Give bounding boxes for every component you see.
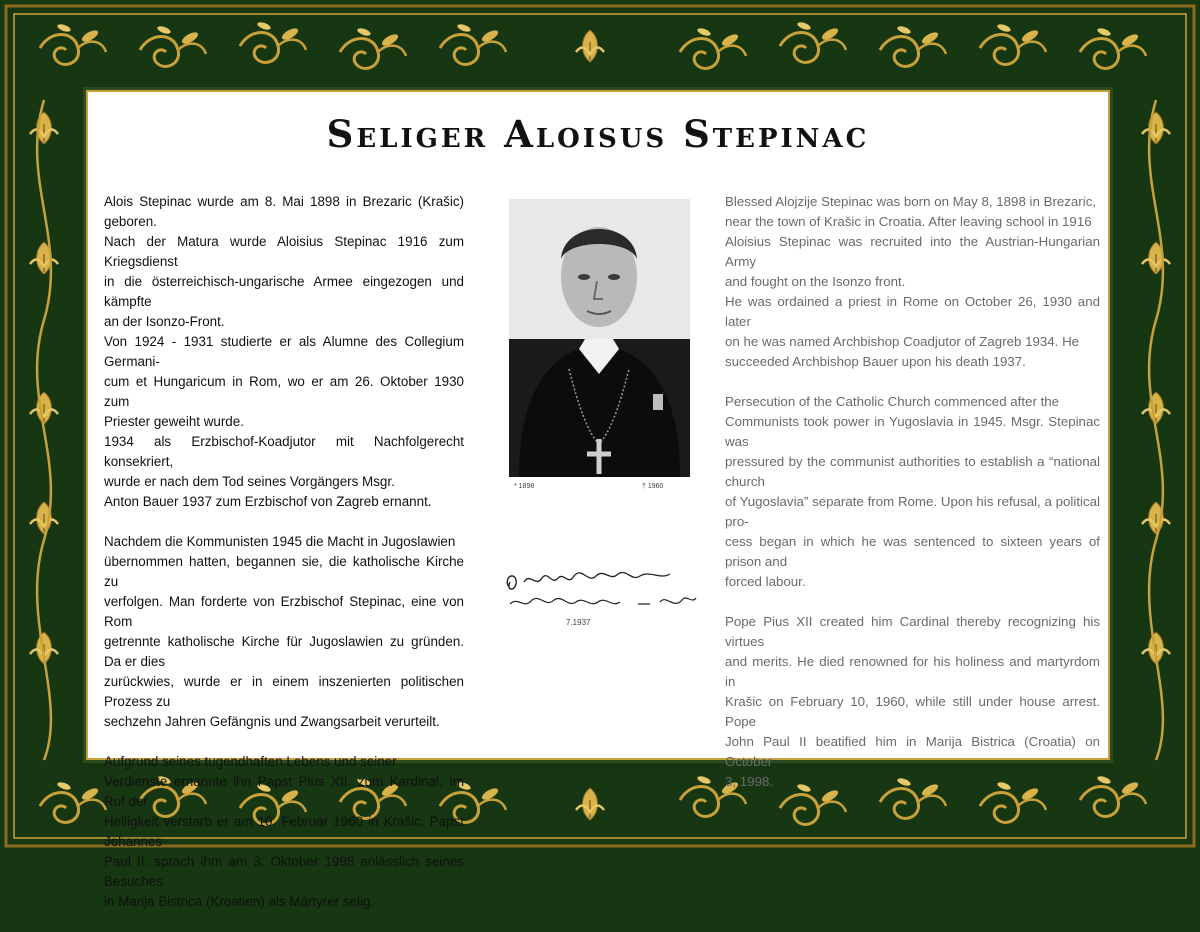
text-line: Priester geweiht wurde. (104, 414, 244, 429)
text-line: Heiligkeit verstarb er am 10. Februar 1960 in Krašic. Papst Johannes (104, 814, 464, 849)
text-line: Krašic on February 10, 1960, while still under house arrest. Pope (725, 694, 1100, 729)
text-line: succeeded Archbishop Bauer upon his death 1937. (725, 354, 1026, 369)
text-line: Aufgrund seines tugendhaften Lebens und seiner (104, 754, 397, 769)
portrait-photo (509, 199, 690, 477)
text-line: cum et Hungaricum in Rom, wo er am 26. Oktober 1930 zum (104, 374, 464, 409)
death-year-label: † 1960 (642, 483, 664, 490)
english-paragraph-2 (725, 392, 1100, 592)
text-line: Nachdem die Kommunisten 1945 die Macht in Jugoslawien (104, 534, 456, 549)
german-paragraph-2 (104, 532, 464, 732)
text-line: übernommen hatten, begannen sie, die katholische Kirche zu (104, 554, 464, 589)
text-line: 3, 1998. (725, 774, 774, 789)
text-line: John Paul II beatified him in Marija Bistrica (Croatia) on October (725, 734, 1100, 769)
text-line: forced labour. (725, 574, 806, 589)
text-line: and merits. He died renowned for his holiness and martyrdom in (725, 654, 1100, 689)
text-line: Blessed Alojzije Stepinac was born on May 8, 1898 in Brezaric, (725, 194, 1097, 209)
text-line: getrennte katholische Kirche für Jugoslawien zu gründen. Da er dies (104, 634, 464, 669)
text-line: Alois Stepinac wurde am 8. Mai 1898 in Brezaric (Krašic) geboren. (104, 194, 464, 229)
text-line: zurückwies, wurde er in einem inszenierten politischen Prozess zu (104, 674, 464, 709)
page-title: Seliger Aloisus Stepinac (326, 112, 870, 156)
text-line: Communists took power in Yugoslavia in 1945. Msgr. Stepinac was (725, 414, 1100, 449)
text-line: and fought on the Isonzo front. (725, 274, 906, 289)
german-paragraph-1 (104, 192, 464, 512)
text-line: of Yugoslavia” separate from Rome. Upon his refusal, a political pro- (725, 494, 1100, 529)
text-line: Persecution of the Catholic Church commenced after the (725, 394, 1060, 409)
text-line: verfolgen. Man forderte von Erzbischof Stepinac, eine von Rom (104, 594, 464, 629)
text-line: in Marija Bistrica (Kroatien) als Märtyrer selig. (104, 894, 375, 909)
text-line: wurde er nach dem Tod seines Vorgängers Msgr. (104, 474, 395, 489)
birth-year-label: * 1898 (514, 483, 535, 490)
text-line: near the town of Krašic in Croatia. After leaving school in 1916 (725, 214, 1092, 229)
german-paragraph-3 (104, 752, 464, 912)
signature-date: 7.1937 (566, 618, 591, 627)
portrait-image (509, 199, 690, 477)
text-line: He was ordained a priest in Rome on October 26, 1930 and later (725, 294, 1100, 329)
text-line: 1934 als Erzbischof-Koadjutor mit Nachfolgerecht konsekriert, (104, 434, 464, 469)
handwritten-signature (500, 564, 700, 624)
text-line: Anton Bauer 1937 zum Erzbischof von Zagreb ernannt. (104, 494, 432, 509)
text-line: Nach der Matura wurde Aloisius Stepinac 1916 zum Kriegsdienst (104, 234, 464, 269)
english-paragraph-3 (725, 612, 1100, 792)
text-panel (88, 92, 1108, 909)
english-paragraph-1 (725, 192, 1100, 372)
text-line: in die österreichisch-ungarische Armee eingezogen und kämpfte (104, 274, 464, 309)
text-line: pressured by the communist authorities to establish a “national church (725, 454, 1100, 489)
text-line: cess began in which he was sentenced to sixteen years of prison and (725, 534, 1100, 569)
german-text-column (104, 192, 464, 932)
text-line: Aloisius Stepinac was recruited into the Austrian-Hungarian Army (725, 234, 1100, 269)
text-line: Von 1924 - 1931 studierte er als Alumne des Collegium Germani- (104, 334, 464, 369)
text-line: Verdienste ernannte ihn Papst Pius XII. zum Kardinal. Im Ruf der (104, 774, 464, 809)
text-line: an der Isonzo-Front. (104, 314, 225, 329)
text-line: sechzehn Jahren Gefängnis und Zwangsarbeit verurteilt. (104, 714, 440, 729)
text-line: Pope Pius XII created him Cardinal thereby recognizing his virtues (725, 614, 1100, 649)
text-line: Paul II. sprach ihm am 3. Oktober 1998 anlässlich seines Besuches (104, 854, 464, 889)
text-line: on he was named Archbishop Coadjutor of Zagreb 1934. He (725, 334, 1080, 349)
english-text-column (725, 192, 1100, 812)
